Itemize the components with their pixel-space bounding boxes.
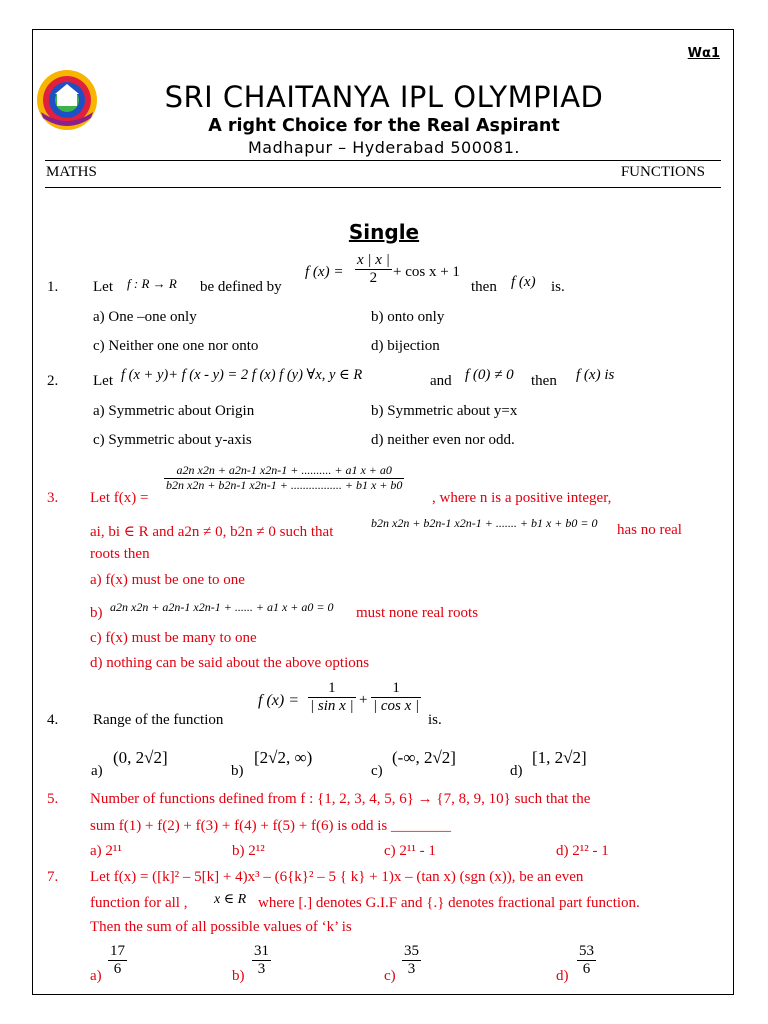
q3-line3: roots then	[90, 546, 150, 562]
q7-number: 7.	[47, 869, 59, 885]
q7-c-num: 35	[402, 943, 421, 961]
q3-option-b-label: b)	[90, 605, 103, 621]
q3-after: , where n is a positive integer,	[432, 490, 612, 506]
q3-option-b-equation: a2n x2n + a2n-1 x2n-1 + ...... + a1 x + a0 = 0	[110, 600, 334, 614]
address: Madhapur – Hyderabad 500081.	[247, 138, 520, 157]
q7-line2a: function for all ,	[90, 895, 188, 911]
q5-line2: sum f(1) + f(2) + f(3) + f(4) + f(5) + f(6) is odd is ________	[90, 818, 451, 834]
q3-option-d: d) nothing can be said about the above options	[90, 655, 370, 671]
q1-option-d: d) bijection	[371, 338, 440, 354]
q7-option-c-value	[402, 943, 421, 979]
q1-fx: f (x) =	[305, 264, 344, 280]
q3-let: Let f(x) =	[90, 490, 149, 506]
q5-option-c: c) 2¹¹ - 1	[384, 843, 436, 859]
q2-option-a: a) Symmetric about Origin	[93, 403, 255, 419]
q4-fx: f (x) =	[258, 692, 299, 709]
q2-let: Let	[93, 373, 113, 389]
q7-line3: Then the sum of all possible values of ‘k’ is	[90, 919, 352, 935]
header-rule	[45, 160, 721, 161]
q4-option-c-label: c)	[371, 763, 383, 779]
q1-fraction	[355, 252, 392, 288]
q7-line2-math: x ∈ R	[214, 892, 247, 907]
q5-option-a: a) 2¹¹	[90, 843, 122, 859]
q7-option-d-label: d)	[556, 968, 569, 984]
q7-option-d-value	[577, 943, 596, 979]
q7-line2b: where [.] denotes G.I.F and {.} denotes fractional part function.	[258, 895, 640, 911]
q2-number: 2.	[47, 373, 59, 389]
q7-option-b-label: b)	[232, 968, 245, 984]
q7-a-den: 6	[113, 961, 122, 978]
q2-then: then	[531, 373, 557, 389]
q4-frac1-den: | sin x |	[310, 698, 354, 715]
paper-code: Wα1	[687, 46, 720, 61]
q1-then: then	[471, 279, 497, 295]
q1-number: 1.	[47, 279, 59, 295]
q5-number: 5.	[47, 791, 59, 807]
q4-frac2-den: | cos x |	[373, 698, 420, 715]
q4-option-d-value: [1, 2√2]	[532, 748, 587, 767]
q1-rest: + cos x + 1	[393, 264, 460, 280]
q7-d-den: 6	[582, 961, 591, 978]
q7-line1: Let f(x) = ([k]² – 5[k] + 4)x³ – (6{k}² – 5 { k} + 1)x – (tan x) (sgn (x)), be an even	[90, 869, 584, 885]
q7-option-a-value	[108, 943, 127, 979]
q1-defined: be defined by	[200, 279, 282, 295]
q2-and: and	[430, 373, 452, 389]
q4-plus: +	[359, 692, 368, 708]
q1-fx2: f (x)	[511, 274, 536, 290]
q7-c-den: 3	[407, 961, 416, 978]
q1-is: is.	[551, 279, 565, 295]
q3-option-c: c) f(x) must be many to one	[90, 630, 257, 646]
q3-line2b: has no real	[617, 522, 682, 538]
q7-b-den: 3	[257, 961, 266, 978]
q4-option-d-label: d)	[510, 763, 523, 779]
q7-d-num: 53	[577, 943, 596, 961]
q3-fraction	[164, 464, 404, 493]
q3-line2a: ai, bi ∈ R and a2n ≠ 0, b2n ≠ 0 such that	[90, 524, 334, 540]
q2-option-d: d) neither even nor odd.	[371, 432, 515, 448]
q4-text: Range of the function	[93, 712, 224, 728]
q1-option-a: a) One –one only	[93, 309, 197, 325]
q4-option-a-value: (0, 2√2]	[113, 748, 168, 767]
q4-frac1	[308, 680, 356, 716]
q2-condition: f (0) ≠ 0	[465, 367, 514, 383]
institute-title: SRI CHAITANYA IPL OLYMPIAD	[164, 80, 604, 114]
q2-option-c: c) Symmetric about y-axis	[93, 432, 252, 448]
q4-frac2	[371, 680, 421, 716]
q3-frac-den: b2n x2n + b2n-1 x2n-1 + ................. + b1 x + b0	[166, 477, 403, 492]
q4-option-b-label: b)	[231, 763, 244, 779]
topic-label: FUNCTIONS	[620, 164, 705, 180]
q3-frac-num: a2n x2n + a2n-1 x2n-1 + .......... + a1 x + a0	[164, 464, 404, 479]
q4-frac1-num: 1	[308, 680, 356, 698]
q7-b-num: 31	[252, 943, 271, 961]
q5-line1: Number of functions defined from f : {1, 2, 3, 4, 5, 6} → {7, 8, 9, 10} such that the	[90, 791, 591, 807]
q5-option-b: b) 2¹²	[232, 843, 265, 859]
q4-frac2-num: 1	[371, 680, 421, 698]
q1-option-c: c) Neither one one nor onto	[93, 338, 259, 354]
q1-frac-num: x | x |	[355, 252, 392, 270]
q4-option-c-value: (-∞, 2√2]	[392, 748, 456, 767]
q4-is: is.	[428, 712, 442, 728]
q1-option-b: b) onto only	[371, 309, 445, 325]
q4-number: 4.	[47, 712, 59, 728]
q3-option-a: a) f(x) must be one to one	[90, 572, 245, 588]
q4-option-a-label: a)	[91, 763, 103, 779]
q3-number: 3.	[47, 490, 59, 506]
q7-option-a-label: a)	[90, 968, 102, 984]
q1-frac-den: 2	[369, 270, 378, 287]
q2-equation: f (x + y)+ f (x - y) = 2 f (x) f (y) ∀x, y ∈ R	[121, 367, 363, 383]
subject-label: MATHS	[46, 164, 97, 180]
q3-option-b-text: must none real roots	[356, 605, 479, 621]
q2-result: f (x) is	[576, 367, 615, 383]
tagline: A right Choice for the Real Aspirant	[208, 116, 560, 136]
q7-option-b-value	[252, 943, 271, 979]
section-title: Single	[348, 220, 420, 244]
q4-option-b-value: [2√2, ∞)	[254, 748, 313, 767]
q5-option-d: d) 2¹² - 1	[556, 843, 609, 859]
q1-let: Let	[93, 279, 113, 295]
q7-a-num: 17	[108, 943, 127, 961]
q1-map: f : R → R	[127, 276, 177, 291]
subject-rule	[45, 187, 721, 188]
q3-line2-equation: b2n x2n + b2n-1 x2n-1 + ....... + b1 x + b0 = 0	[371, 516, 598, 530]
q2-option-b: b) Symmetric about y=x	[371, 403, 518, 419]
q7-option-c-label: c)	[384, 968, 396, 984]
